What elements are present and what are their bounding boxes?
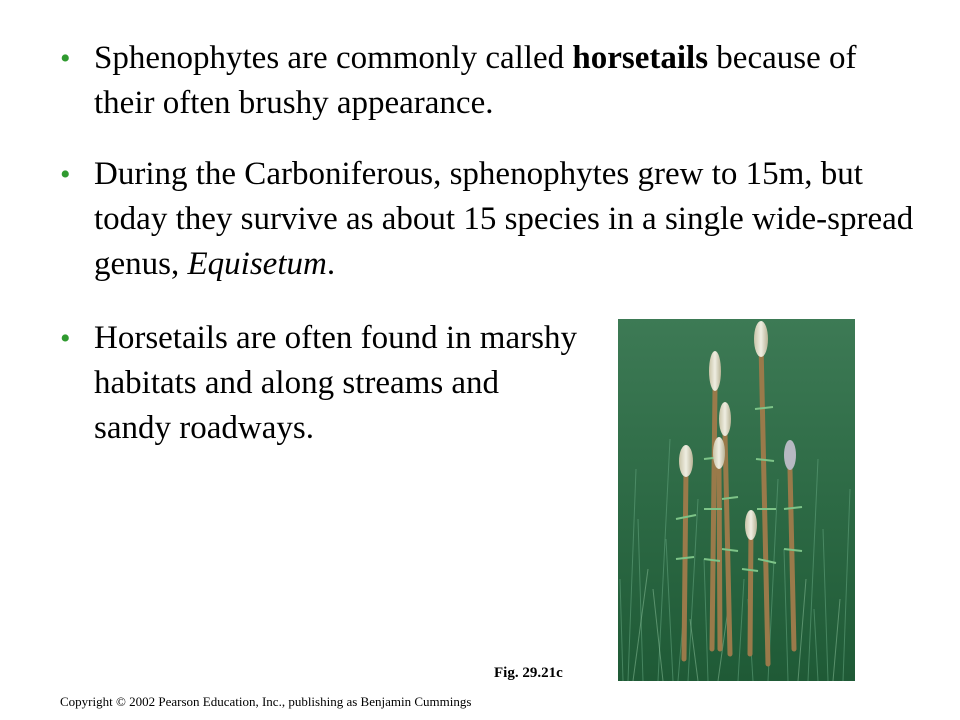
bullet-habitats bbox=[60, 316, 580, 451]
copyright-footer: Copyright © 2002 Pearson Education, Inc., publishing as Benjamin Cummings bbox=[60, 694, 472, 709]
horsetail-photo bbox=[618, 319, 855, 681]
bullet-dot: • bbox=[60, 322, 71, 355]
bullet-horsetails-name bbox=[60, 36, 880, 126]
bullet-text bbox=[94, 36, 880, 126]
text-segment: Sphenophytes are commonly called bbox=[94, 40, 573, 76]
figure-caption: Fig. 29.21c bbox=[494, 665, 563, 681]
text-segment: because of their often brushy appearance. bbox=[94, 40, 857, 121]
genus-name: Equisetum bbox=[187, 246, 327, 282]
bold-term: horsetails bbox=[572, 40, 709, 76]
bullet-dot: • bbox=[60, 158, 71, 191]
bullet-carboniferous bbox=[60, 152, 920, 287]
bullet-text: Horsetails are often found in marshy habitats and along streams and sandy roadways. bbox=[94, 320, 577, 446]
bullet-text bbox=[94, 152, 920, 287]
bullet-dot: • bbox=[60, 42, 71, 75]
horsetail-illustration bbox=[618, 319, 855, 681]
text-segment: . bbox=[326, 246, 336, 282]
text-segment: During the Carboniferous, sphenophytes grew to 15m, but today they survive as about 15 species in a single wide-spread genus, bbox=[94, 156, 914, 282]
